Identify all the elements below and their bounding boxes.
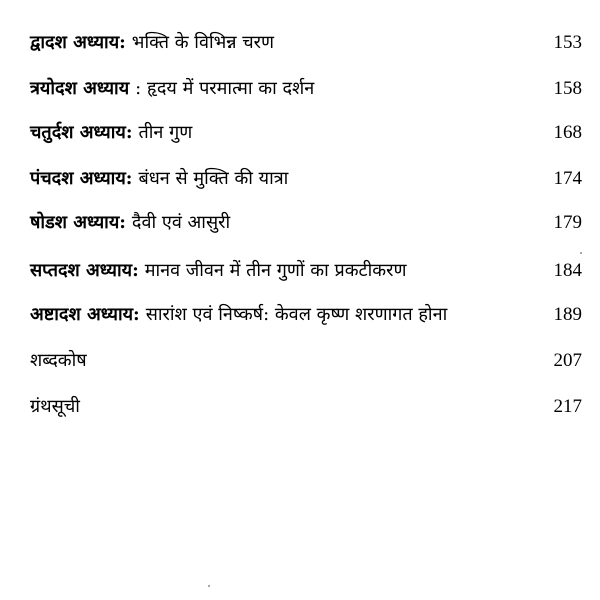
chapter-title: मानव जीवन में तीन गुणों का प्रकटीकरण [144, 260, 407, 281]
toc-entry-text [30, 300, 447, 330]
toc-entry-text [30, 346, 87, 376]
toc-entry-text [30, 256, 407, 286]
chapter-title: बंधन से मुक्ति की यात्रा [138, 168, 289, 189]
chapter-label: पंचदश अध्याय: [30, 168, 133, 189]
toc-entry-glossary [30, 346, 582, 376]
toc-entry-text [30, 164, 288, 194]
chapter-label: सप्तदश अध्याय: [30, 260, 139, 281]
section-title: ग्रंथसूची [30, 396, 80, 417]
chapter-label: अष्टादश अध्याय: [30, 304, 140, 325]
toc-entry-text [30, 28, 274, 58]
chapter-label: षोडश अध्याय: [30, 212, 126, 233]
page-number: 168 [553, 122, 582, 143]
page-number: 207 [553, 350, 582, 371]
toc-entry-chapter-16 [30, 208, 582, 238]
toc-entry-chapter-17 [30, 256, 582, 286]
toc-entry-chapter-15 [30, 164, 582, 194]
chapter-label: त्रयोदश अध्याय [30, 78, 130, 99]
page-number: 158 [553, 78, 582, 99]
chapter-title: सारांश एवं निष्कर्ष: केवल कृष्ण शरणागत होना [145, 304, 448, 325]
chapter-label: चतुर्दश अध्याय: [30, 122, 133, 143]
chapter-title: दैवी एवं आसुरी [131, 212, 231, 233]
page-number: 189 [553, 304, 582, 325]
chapter-label: द्वादश अध्याय: [30, 32, 126, 53]
page-number: 184 [553, 260, 582, 281]
toc-entry-chapter-13 [30, 74, 582, 104]
toc-entry-chapter-18 [30, 300, 582, 330]
scan-speck [580, 252, 582, 254]
page-number: 217 [553, 396, 582, 417]
toc-entry-bibliography [30, 392, 582, 422]
toc-entry-text [30, 208, 230, 238]
toc-entry-text [30, 392, 80, 422]
chapter-title: तीन गुण [138, 122, 193, 143]
page-number: 174 [553, 168, 582, 189]
page-number: 179 [553, 212, 582, 233]
scan-speck [208, 585, 210, 587]
toc-entry-text [30, 74, 314, 104]
toc-entry-chapter-14 [30, 118, 582, 148]
chapter-title: : हृदय में परमात्मा का दर्शन [135, 78, 315, 99]
page-number: 153 [553, 32, 582, 53]
toc-entry-text [30, 118, 192, 148]
chapter-title: भक्ति के विभिन्न चरण [131, 32, 275, 53]
toc-entry-chapter-12 [30, 28, 582, 58]
section-title: शब्दकोष [30, 350, 87, 371]
